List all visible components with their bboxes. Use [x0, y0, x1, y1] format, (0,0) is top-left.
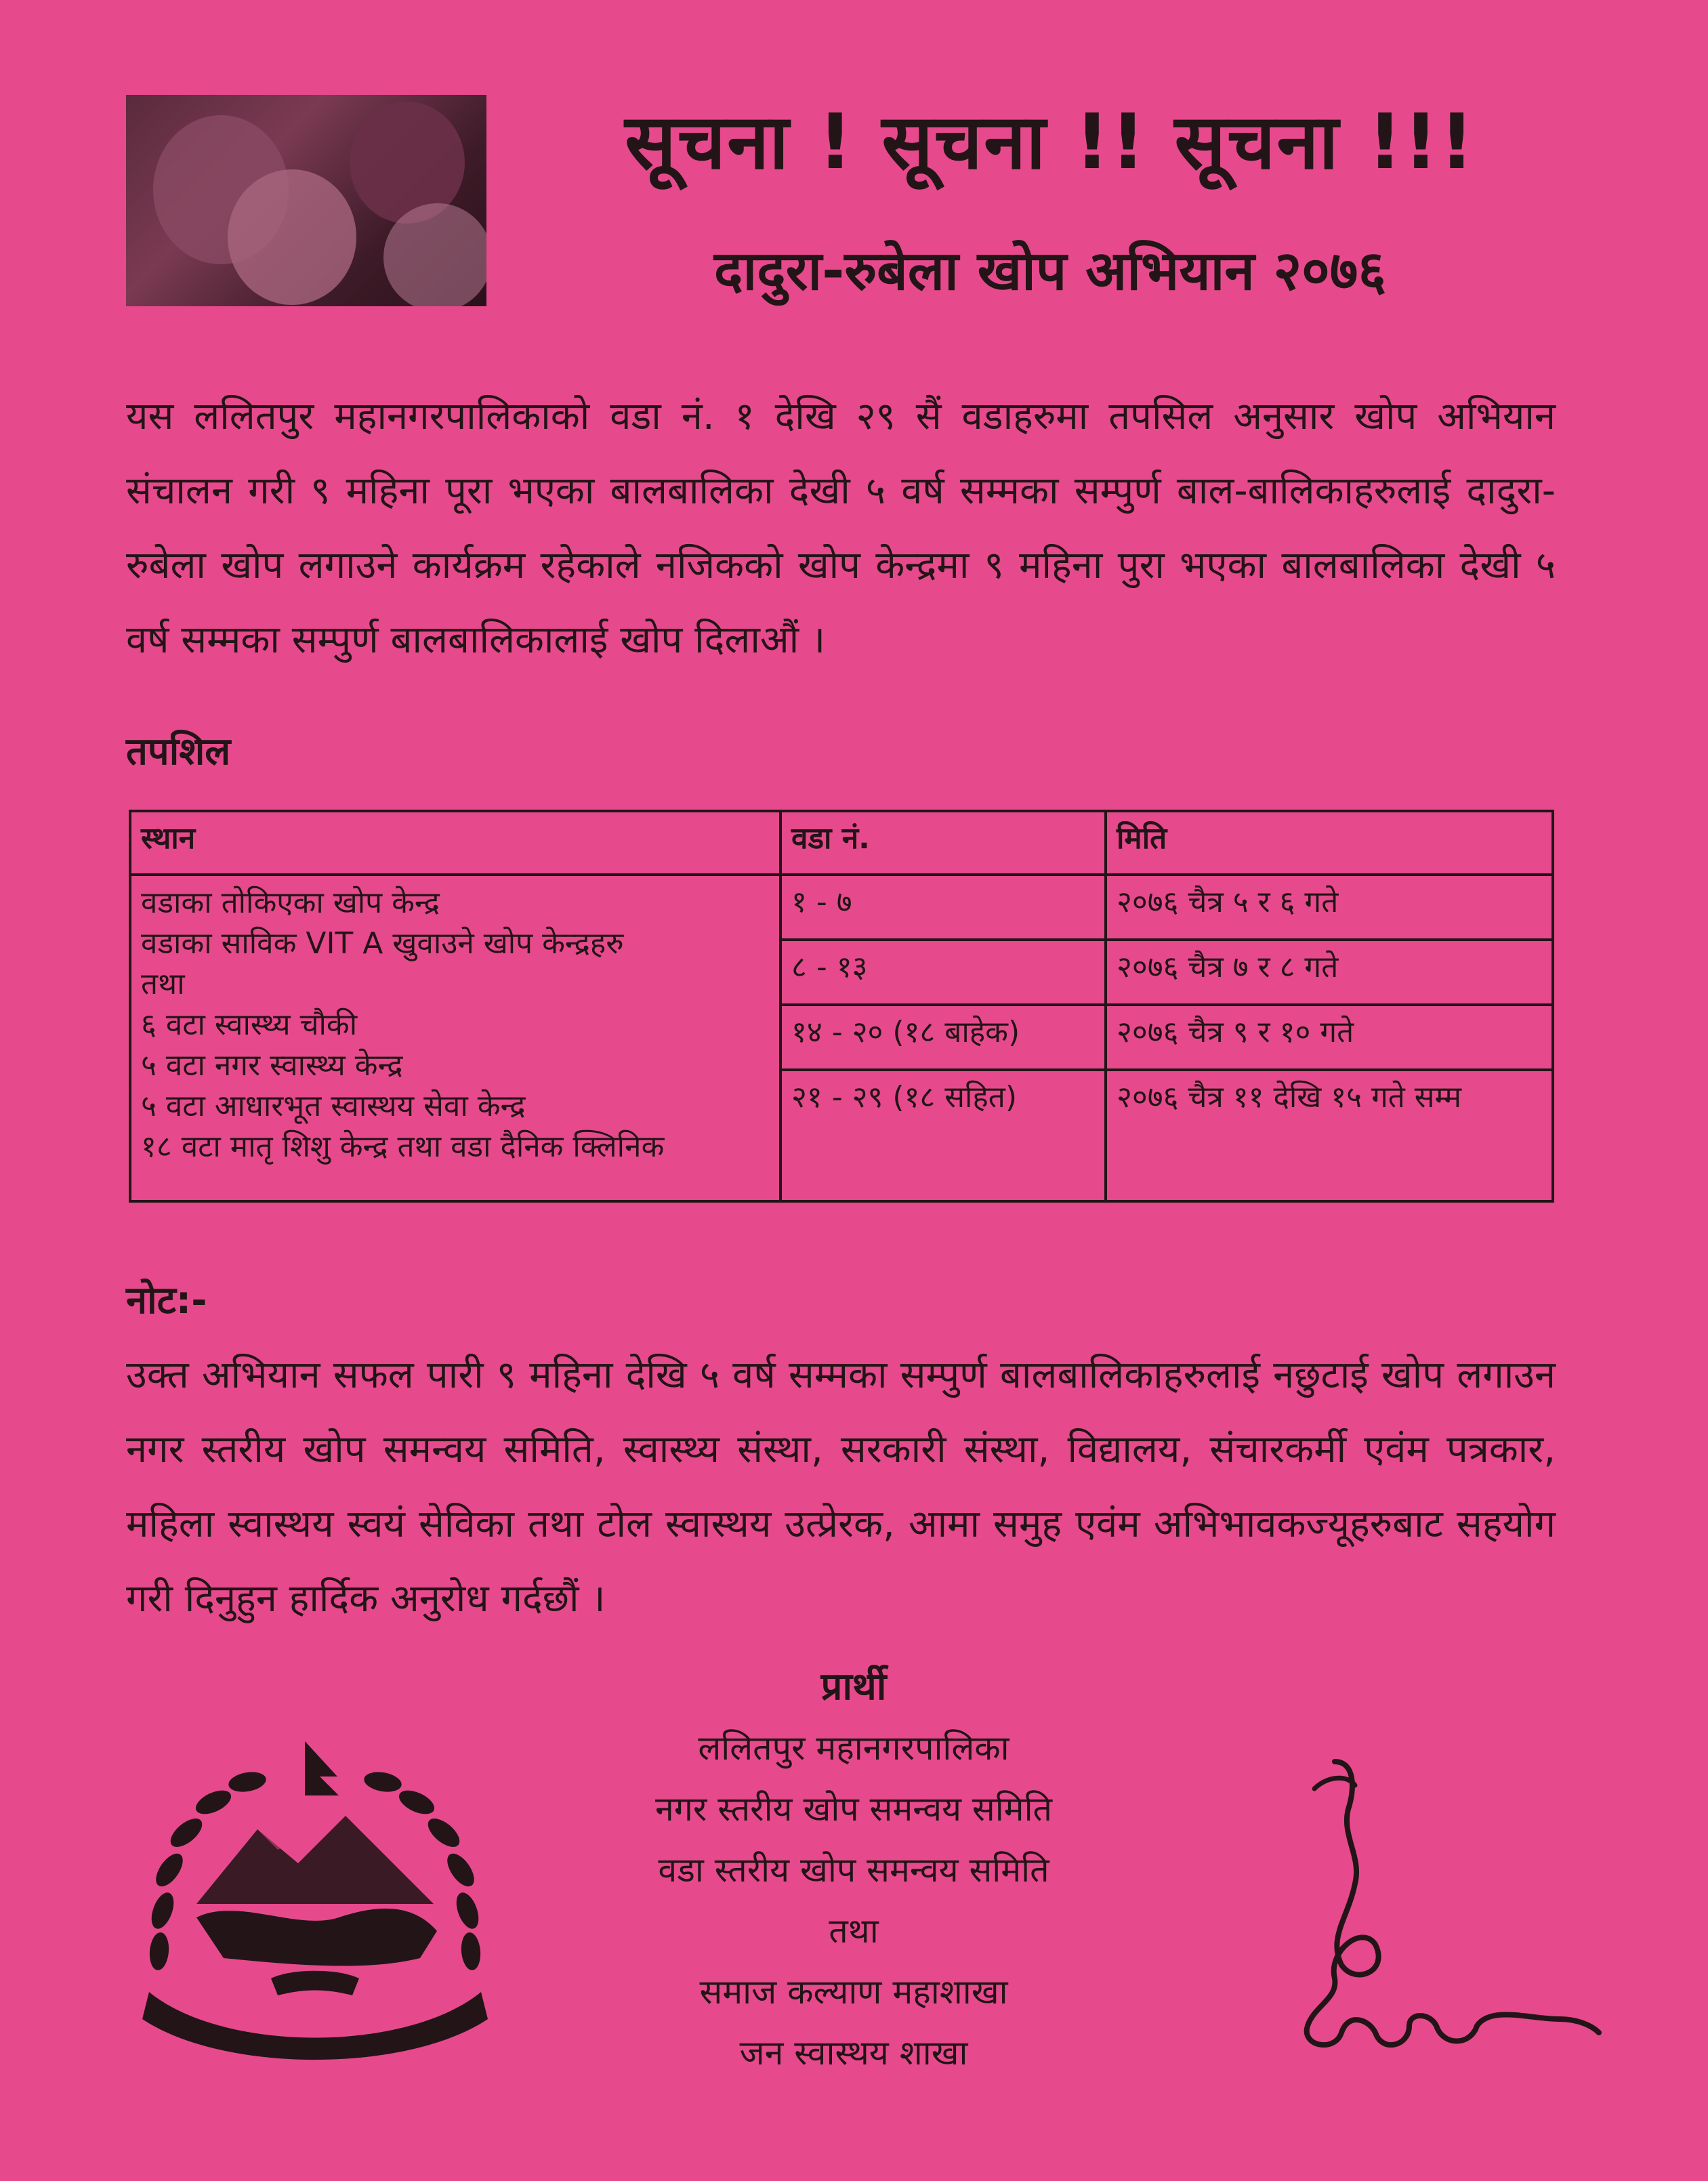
schedule-table: [129, 810, 1554, 1203]
date-cell: २०७६ चैत्र ७ र ८ गते: [1106, 940, 1553, 1005]
campaign-subtitle: दादुरा-रुबेला खोप अभियान २०७६: [714, 239, 1386, 302]
sender-title: प्रार्थी: [820, 1665, 887, 1709]
location-line: तथा: [141, 967, 185, 1001]
date-cell: २०७६ चैत्र ५ र ६ गते: [1106, 875, 1553, 940]
location-line: वडाका साविक VIT A खुवाउने खोप केन्द्रहरु: [141, 926, 624, 961]
column-header-date: मिति: [1106, 811, 1553, 875]
sender-block: [474, 1657, 1233, 2083]
location-line: ५ वटा नगर स्वास्थ्य केन्द्र: [141, 1048, 403, 1083]
intro-paragraph: यस ललितपुर महानगरपालिकाको वडा नं. १ देखि २९ सैं वडाहरुमा तपसिल अनुसार खोप अभियान संचालन गरी ९ महिना पूरा भएका बालबालिका देखी ५ वर्ष सम्मका सम्पुर्ण बाल-बालिकाहरुलाई दादुरा-रुबेला खोप लगाउने कार्यक्रम रहेकाले नजिकको खोप केन्द्रमा ९ महिना पुरा भएका बालबालिका देखी ५ वर्ष सम्मका सम्पुर्ण बालबालिकालाई खोप दिलाऔं ।: [126, 394, 1556, 662]
location-line: ६ वटा स्वास्थ्य चौकी: [141, 1008, 358, 1042]
sender-line: तथा: [829, 1911, 879, 1951]
note-paragraph: उक्त अभियान सफल पारी ९ महिना देखि ५ वर्ष सम्मका सम्पुर्ण बालबालिकाहरुलाई नछुटाई खोप लगाउन नगर स्तरीय खोप समन्वय समिति, स्वास्थ्य संस्था, सरकारी संस्था, विद्यालय, संचारकर्मी एवंम पत्रकार, महिला स्वास्थय स्वयं सेविका तथा टोल स्वास्थय उत्प्रेरक, आमा समुह एवंम अभिभावकज्यूहरुबाट सहयोग गरी दिनुहुन हार्दिक अनुरोध गर्दछौं ।: [126, 1353, 1556, 1621]
sender-line: नगर स्तरीय खोप समन्वय समिति: [654, 1789, 1053, 1829]
sender-line: जन स्वास्थय शाखा: [739, 2033, 968, 2073]
location-line: १८ वटा मातृ शिशु केन्द्र तथा वडा दैनिक क्लिनिक: [141, 1129, 665, 1164]
column-header-ward: वडा नं.: [780, 811, 1106, 875]
ward-cell: १ - ७: [780, 875, 1106, 940]
date-cell: २०७६ चैत्र ९ र १० गते: [1106, 1005, 1553, 1070]
column-header-location: स्थान: [130, 811, 780, 875]
signature-icon: [1274, 1748, 1612, 2060]
note-heading: नोट:-: [126, 1279, 207, 1323]
location-line: ५ वटा आधारभूत स्वास्थय सेवा केन्द्र: [141, 1089, 526, 1123]
table-header-row: [130, 811, 1553, 875]
date-cell: २०७६ चैत्र ११ देखि १५ गते सम्म: [1106, 1070, 1553, 1201]
location-line: वडाका तोकिएका खोप केन्द्र: [141, 886, 440, 920]
sender-line: समाज कल्याण महाशाखा: [699, 1972, 1008, 2012]
sender-line: वडा स्तरीय खोप समन्वय समिति: [658, 1850, 1049, 1890]
location-cell: [130, 875, 780, 1201]
nepal-emblem-icon: [122, 1735, 508, 2073]
banner-title: सूचना ! सूचना !! सूचना !!!: [625, 98, 1476, 186]
schedule-heading: तपशिल: [126, 730, 231, 774]
table-row: [130, 875, 1553, 940]
ward-cell: ८ - १३: [780, 940, 1106, 1005]
ward-cell: १४ - २० (१८ बाहेक): [780, 1005, 1106, 1070]
sender-line: ललितपुर महानगरपालिका: [698, 1728, 1009, 1768]
vaccination-photo: [126, 95, 486, 306]
ward-cell: २१ - २९ (१८ सहित): [780, 1070, 1106, 1201]
